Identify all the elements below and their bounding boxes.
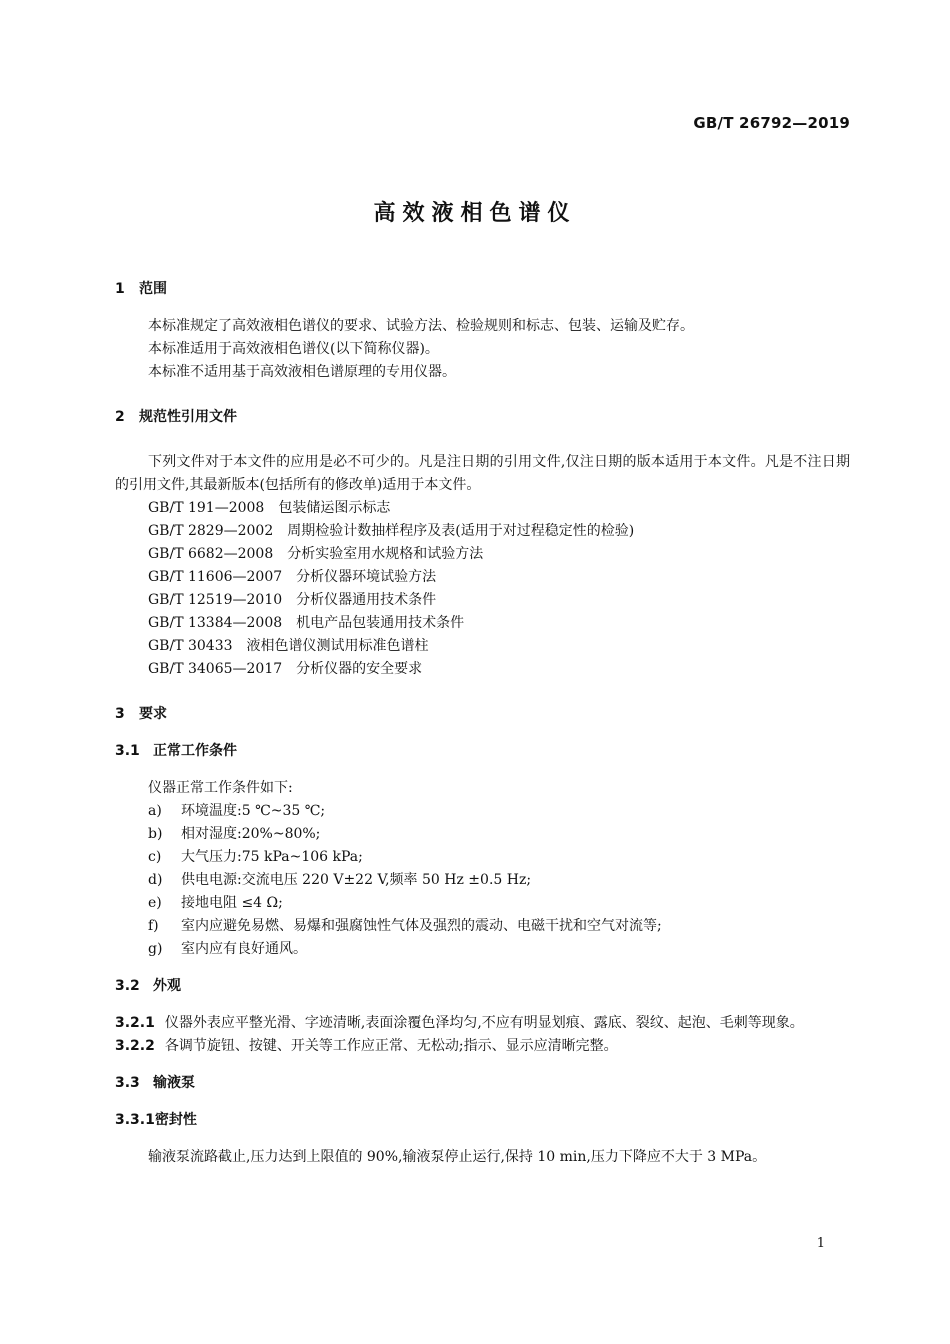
section-title: 范围 xyxy=(139,281,167,297)
clause-3-2-1 xyxy=(115,1012,850,1035)
paragraph: 本标准不适用基于高效液相色谱原理的专用仪器。 xyxy=(148,364,456,380)
section-2-heading xyxy=(115,406,850,429)
list-text: 大气压力:75 kPa~106 kPa; xyxy=(181,849,363,865)
subsection-title: 输液泵 xyxy=(153,1075,195,1091)
document-title: 高效液相色谱仪 xyxy=(373,201,577,226)
subsection-title: 正常工作条件 xyxy=(153,743,237,759)
reference-item xyxy=(115,520,850,543)
reference-title: 液相色谱仪测试用标准色谱柱 xyxy=(246,638,429,654)
list-item xyxy=(115,846,850,869)
section-number: 1 xyxy=(115,281,125,297)
list-text: 环境温度:5 ℃~35 ℃; xyxy=(181,803,326,819)
list-item xyxy=(115,915,850,938)
reference-item xyxy=(115,543,850,566)
list-item xyxy=(115,823,850,846)
reference-item xyxy=(115,658,850,681)
clause-number: 3.2.1 xyxy=(115,1015,155,1031)
list-text: 相对湿度:20%~80%; xyxy=(181,826,321,842)
list-item xyxy=(115,938,850,961)
paragraph: 本标准适用于高效液相色谱仪(以下简称仪器)。 xyxy=(148,341,439,357)
list-label: d) xyxy=(148,872,163,888)
reference-code: GB/T 11606—2007 xyxy=(148,569,283,585)
subsection-number: 3.1 xyxy=(115,743,140,759)
document-body xyxy=(115,278,850,1169)
list-text: 室内应避免易燃、易爆和强腐蚀性气体及强烈的震动、电磁干扰和空气对流等; xyxy=(181,918,662,934)
section-number: 2 xyxy=(115,409,125,425)
section-3-heading xyxy=(115,703,850,726)
clause-3-2-2 xyxy=(115,1035,850,1058)
section-title: 规范性引用文件 xyxy=(139,409,237,425)
list-label: a) xyxy=(148,803,162,819)
clause-text: 各调节旋钮、按键、开关等工作应正常、无松动;指示、显示应清晰完整。 xyxy=(164,1038,618,1054)
reference-item xyxy=(115,635,850,658)
reference-title: 包装储运图示标志 xyxy=(278,500,391,516)
list-text: 供电电源:交流电压 220 V±22 V,频率 50 Hz ±0.5 Hz; xyxy=(181,872,532,888)
clause-text: 仪器外表应平整光滑、字迹清晰,表面涂覆色泽均匀,不应有明显划痕、露底、裂纹、起泡、毛刺等现象。 xyxy=(164,1015,804,1031)
reference-title: 分析仪器环境试验方法 xyxy=(296,569,437,585)
section-number: 3 xyxy=(115,706,125,722)
subsection-3-1-heading xyxy=(115,740,850,763)
list-label: c) xyxy=(148,849,162,865)
standard-number: GB/T 26792—2019 xyxy=(693,114,850,132)
list-label: e) xyxy=(148,895,162,911)
subsection-title: 外观 xyxy=(153,978,181,994)
reference-title: 分析仪器通用技术条件 xyxy=(296,592,437,608)
subsection-number: 3.2 xyxy=(115,978,140,994)
subsection-3-3-heading xyxy=(115,1072,850,1095)
reference-code: GB/T 6682—2008 xyxy=(148,546,274,562)
reference-item xyxy=(115,566,850,589)
list-item xyxy=(115,892,850,915)
reference-title: 分析实验室用水规格和试验方法 xyxy=(287,546,484,562)
paragraph: 本标准规定了高效液相色谱仪的要求、试验方法、检验规则和标志、包装、运输及贮存。 xyxy=(148,318,694,334)
list-label: f) xyxy=(148,918,159,934)
paragraph: 输液泵流路截止,压力达到上限值的 90%,输液泵停止运行,保持 10 min,压力下降应不大于 3 MPa。 xyxy=(148,1149,767,1165)
list-text: 室内应有良好通风。 xyxy=(181,941,307,957)
list-label: g) xyxy=(148,941,163,957)
reference-code: GB/T 191—2008 xyxy=(148,500,265,516)
subsection-number: 3.3.1 xyxy=(115,1112,155,1128)
reference-title: 周期检验计数抽样程序及表(适用于对过程稳定性的检验) xyxy=(287,523,635,539)
reference-item xyxy=(115,612,850,635)
reference-code: GB/T 34065—2017 xyxy=(148,661,283,677)
list-item xyxy=(115,800,850,823)
list-label: b) xyxy=(148,826,163,842)
paragraph: 下列文件对于本文件的应用是必不可少的。凡是注日期的引用文件,仅注日期的版本适用于本文件。凡是不注日期的引用文件,其最新版本(包括所有的修改单)适用于本文件。 xyxy=(115,454,850,493)
reference-code: GB/T 13384—2008 xyxy=(148,615,283,631)
reference-title: 分析仪器的安全要求 xyxy=(296,661,423,677)
reference-code: GB/T 30433 xyxy=(148,638,233,654)
page-number: 1 xyxy=(816,1236,825,1251)
reference-code: GB/T 2829—2002 xyxy=(148,523,274,539)
reference-item xyxy=(115,589,850,612)
reference-item xyxy=(115,497,850,520)
clause-number: 3.2.2 xyxy=(115,1038,155,1054)
reference-code: GB/T 12519—2010 xyxy=(148,592,283,608)
subsection-3-2-heading xyxy=(115,975,850,998)
subsection-number: 3.3 xyxy=(115,1075,140,1091)
section-1-heading xyxy=(115,278,850,301)
list-text: 接地电阻 ≤4 Ω; xyxy=(181,895,283,911)
subsection-title: 密封性 xyxy=(154,1112,197,1128)
paragraph: 仪器正常工作条件如下: xyxy=(148,780,293,796)
reference-title: 机电产品包装通用技术条件 xyxy=(296,615,465,631)
section-title: 要求 xyxy=(139,706,167,722)
list-item xyxy=(115,869,850,892)
subsection-3-3-1-heading xyxy=(115,1109,850,1132)
